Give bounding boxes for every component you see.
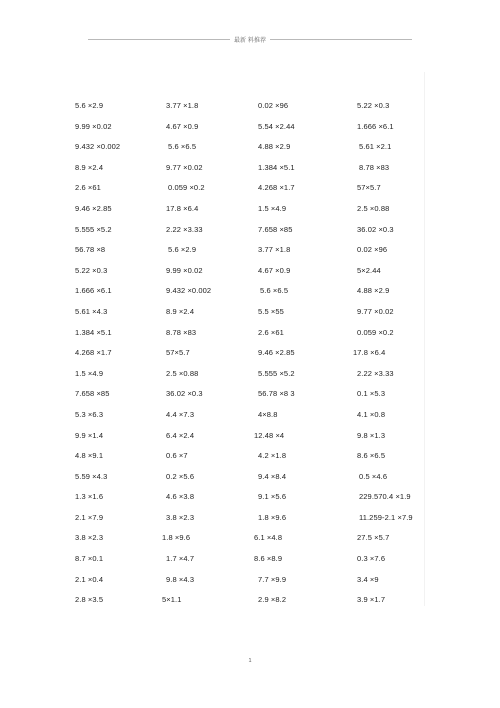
page-header xyxy=(88,33,412,45)
exercise-row xyxy=(0,302,500,323)
exercise-item: 4.67 ×0.9 xyxy=(258,265,291,275)
exercise-item: 5.6 ×6.5 xyxy=(260,286,289,296)
exercise-row xyxy=(0,261,500,282)
exercise-item: 56.78 ×8 xyxy=(75,245,106,255)
exercise-item: 0.3 ×7.6 xyxy=(357,554,386,564)
exercise-item: 4.268 ×1.7 xyxy=(75,348,112,358)
exercise-item: 9.8 ×1.3 xyxy=(357,430,386,440)
exercise-item: 5.22 ×0.3 xyxy=(75,265,108,275)
exercise-item: 57×5.7 xyxy=(166,348,190,358)
exercise-item: 5.6 ×2.9 xyxy=(168,245,197,255)
page-number: 1 xyxy=(248,658,252,664)
exercise-item: 2.1 ×0.4 xyxy=(75,574,104,584)
exercise-item: 9.77 ×0.02 xyxy=(166,162,203,172)
exercise-item: 1.384 ×5.1 xyxy=(75,327,112,337)
exercise-item: 0.059 ×0.2 xyxy=(168,183,205,193)
exercise-item: 9.1 ×5.6 xyxy=(258,492,287,502)
exercise-item: 2.5 ×0.88 xyxy=(357,203,390,213)
exercise-row xyxy=(0,137,500,158)
exercise-item: 11.259-2.1 ×7.9 xyxy=(359,512,413,522)
exercise-item: 1.3 ×1.6 xyxy=(75,492,104,502)
exercise-row xyxy=(0,570,500,591)
exercise-item: 0.5 ×4.6 xyxy=(359,471,388,481)
exercise-item: 9.8 ×4.3 xyxy=(166,574,195,584)
exercise-row xyxy=(0,528,500,549)
header-title: 最新 料推荐 xyxy=(234,36,266,44)
exercise-item: 8.6 ×6.5 xyxy=(357,451,386,461)
exercise-item: 5×1.1 xyxy=(162,595,182,605)
exercise-row xyxy=(0,240,500,261)
exercise-item: 5.6 ×2.9 xyxy=(75,101,104,110)
exercise-item: 1.8 ×9.6 xyxy=(162,533,191,543)
exercise-item: 9.77 ×0.02 xyxy=(357,306,394,316)
exercise-item: 4.67 ×0.9 xyxy=(166,121,199,131)
exercise-item: 1.5 ×4.9 xyxy=(75,368,104,378)
exercise-row xyxy=(0,96,500,117)
exercise-item: 0.6 ×7 xyxy=(166,451,188,461)
exercise-item: 1.666 ×6.1 xyxy=(357,121,394,131)
exercise-row xyxy=(0,590,500,611)
exercise-item: 6.1 ×4.8 xyxy=(254,533,283,543)
exercise-item: 1.7 ×4.7 xyxy=(166,554,195,564)
exercise-row xyxy=(0,467,500,488)
exercise-item: 1.666 ×6.1 xyxy=(75,286,112,296)
exercise-row xyxy=(0,508,500,529)
exercise-item: 5.54 ×2.44 xyxy=(258,121,295,131)
exercise-item: 4×8.8 xyxy=(258,409,278,419)
header-rule-right xyxy=(270,39,412,40)
exercise-item: 3.9 ×1.7 xyxy=(357,595,386,605)
exercise-item: 8.78 ×83 xyxy=(359,162,390,172)
exercise-item: 4.2 ×1.8 xyxy=(258,451,287,461)
exercise-item: 7.658 ×85 xyxy=(258,224,293,234)
exercise-item: 9.46 ×2.85 xyxy=(258,348,295,358)
exercise-item: 36.02 ×0.3 xyxy=(357,224,394,234)
exercise-item: 27.5 ×5.7 xyxy=(357,533,390,543)
exercise-grid xyxy=(0,96,500,611)
exercise-item: 5.3 ×6.3 xyxy=(75,409,104,419)
exercise-item: 4.88 ×2.9 xyxy=(357,286,390,296)
exercise-item: 3.77 ×1.8 xyxy=(258,245,291,255)
exercise-item: 7.7 ×9.9 xyxy=(258,574,287,584)
exercise-item: 5.5 ×55 xyxy=(258,306,284,316)
exercise-item: 9.9 ×1.4 xyxy=(75,430,104,440)
exercise-item: 0.02 ×96 xyxy=(258,101,289,110)
exercise-item: 1.8 ×9.6 xyxy=(258,512,287,522)
exercise-row xyxy=(0,117,500,138)
exercise-item: 8.9 ×2.4 xyxy=(166,306,195,316)
exercise-row xyxy=(0,178,500,199)
exercise-item: 2.6 ×61 xyxy=(258,327,284,337)
exercise-item: 12.48 ×4 xyxy=(254,430,285,440)
exercise-item: 2.1 ×7.9 xyxy=(75,512,104,522)
exercise-item: 9.432 ×0.002 xyxy=(166,286,212,296)
exercise-item: 4.88 ×2.9 xyxy=(258,142,291,152)
exercise-item: 5.555 ×5.2 xyxy=(75,224,112,234)
exercise-row xyxy=(0,323,500,344)
exercise-item: 7.658 ×85 xyxy=(75,389,110,399)
exercise-row xyxy=(0,281,500,302)
exercise-item: 5.59 ×4.3 xyxy=(75,471,108,481)
exercise-item: 1.384 ×5.1 xyxy=(258,162,295,172)
exercise-item: 2.22 ×3.33 xyxy=(166,224,203,234)
exercise-item: 3.8 ×2.3 xyxy=(166,512,195,522)
exercise-row xyxy=(0,158,500,179)
exercise-item: 5.555 ×5.2 xyxy=(258,368,295,378)
exercise-item: 56.78 ×8 3 xyxy=(258,389,295,399)
exercise-item: 4.6 ×3.8 xyxy=(166,492,195,502)
exercise-item: 0.059 ×0.2 xyxy=(357,327,394,337)
header-rule-left xyxy=(88,39,230,40)
exercise-row xyxy=(0,220,500,241)
exercise-item: 5.6 ×6.5 xyxy=(168,142,197,152)
exercise-row xyxy=(0,199,500,220)
exercise-item: 2.22 ×3.33 xyxy=(357,368,394,378)
exercise-item: 4.268 ×1.7 xyxy=(258,183,295,193)
exercise-item: 9.432 ×0.002 xyxy=(75,142,121,152)
exercise-row xyxy=(0,426,500,447)
exercise-item: 1.5 ×4.9 xyxy=(258,203,287,213)
exercise-row xyxy=(0,549,500,570)
exercise-item: 4.1 ×0.8 xyxy=(357,409,386,419)
exercise-item: 8.7 ×0.1 xyxy=(75,554,104,564)
exercise-item: 2.9 ×8.2 xyxy=(258,595,287,605)
exercise-item: 6.4 ×2.4 xyxy=(166,430,195,440)
exercise-item: 229.570.4 ×1.9 xyxy=(359,492,411,502)
exercise-row xyxy=(0,384,500,405)
exercise-item: 4.4 ×7.3 xyxy=(166,409,195,419)
exercise-item: 9.46 ×2.85 xyxy=(75,203,112,213)
exercise-item: 8.78 ×83 xyxy=(166,327,197,337)
exercise-item: 17.8 ×6.4 xyxy=(353,348,386,358)
exercise-row xyxy=(0,487,500,508)
exercise-item: 0.2 ×5.6 xyxy=(166,471,195,481)
exercise-item: 9.99 ×0.02 xyxy=(166,265,203,275)
exercise-item: 3.8 ×2.3 xyxy=(75,533,104,543)
exercise-row xyxy=(0,343,500,364)
exercise-item: 4.8 ×9.1 xyxy=(75,451,104,461)
exercise-item: 17.8 ×6.4 xyxy=(166,203,199,213)
exercise-item: 2.8 ×3.5 xyxy=(75,595,104,605)
exercise-item: 5.22 ×0.3 xyxy=(357,101,390,110)
exercise-item: 8.9 ×2.4 xyxy=(75,162,104,172)
exercise-row xyxy=(0,405,500,426)
exercise-item: 5.61 ×4.3 xyxy=(75,306,108,316)
exercise-item: 2.6 ×61 xyxy=(75,183,101,193)
exercise-row xyxy=(0,364,500,385)
exercise-item: 0.02 ×96 xyxy=(357,245,388,255)
exercise-item: 2.5 ×0.88 xyxy=(166,368,199,378)
exercise-item: 9.99 ×0.02 xyxy=(75,121,112,131)
exercise-item: 57×5.7 xyxy=(357,183,381,193)
exercise-item: 5.61 ×2.1 xyxy=(359,142,392,152)
exercise-item: 0.1 ×5.3 xyxy=(357,389,386,399)
exercise-item: 3.77 ×1.8 xyxy=(166,101,199,110)
exercise-row xyxy=(0,446,500,467)
exercise-item: 3.4 ×9 xyxy=(357,574,379,584)
exercise-item: 9.4 ×8.4 xyxy=(258,471,287,481)
exercise-item: 5×2.44 xyxy=(357,265,381,275)
exercise-item: 36.02 ×0.3 xyxy=(166,389,203,399)
exercise-item: 8.6 ×8.9 xyxy=(254,554,283,564)
